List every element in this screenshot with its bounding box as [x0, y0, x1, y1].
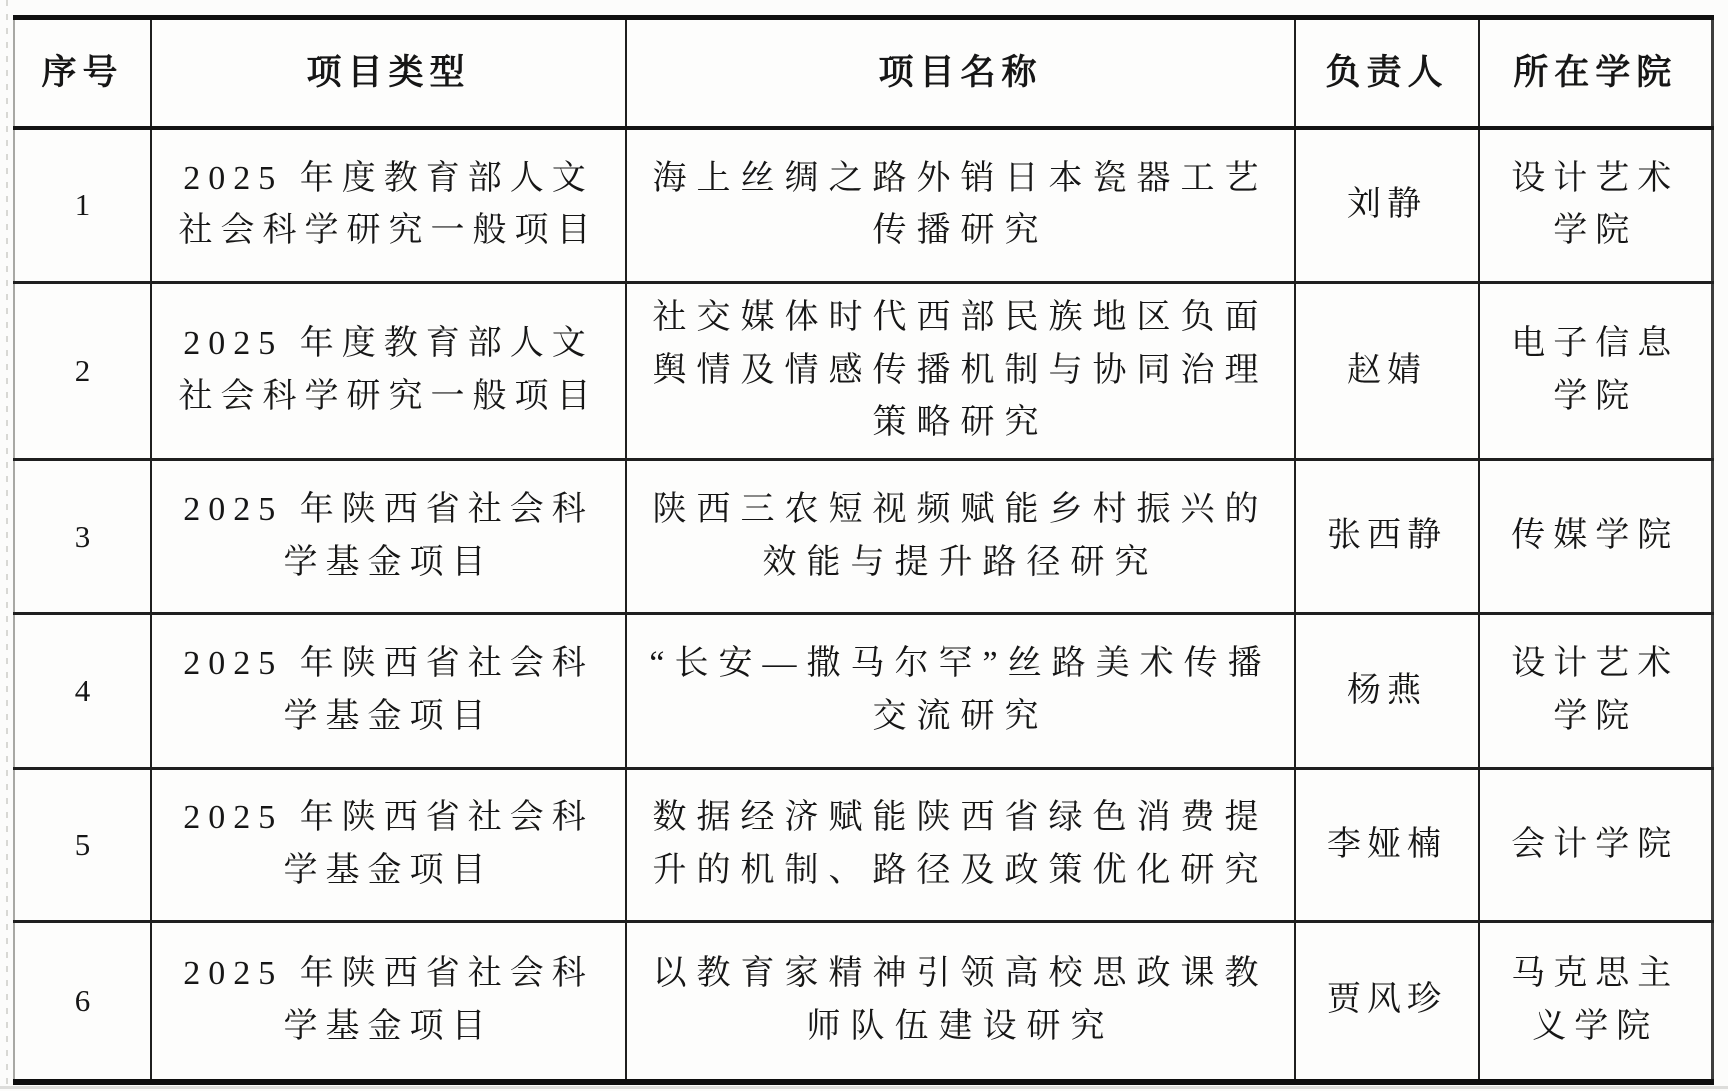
cell-index: 3 [14, 460, 151, 614]
cell-type: 2025 年陕西省社会科学基金项目 [151, 922, 626, 1082]
cell-type: 2025 年陕西省社会科学基金项目 [151, 460, 626, 614]
table-row [14, 614, 1712, 769]
cell-index: 4 [14, 614, 151, 769]
scan-bottom-edge [0, 1086, 1728, 1089]
cell-leader: 赵婧 [1295, 283, 1479, 460]
cell-index: 2 [14, 283, 151, 460]
cell-leader: 贾风珍 [1295, 922, 1479, 1082]
scan-left-edge [6, 0, 8, 1091]
cell-college: 会计学院 [1479, 769, 1712, 922]
table-row [14, 128, 1712, 283]
cell-index: 5 [14, 769, 151, 922]
cell-college: 马克思主义学院 [1479, 922, 1712, 1082]
cell-name: “长安—撒马尔罕”丝路美术传播交流研究 [626, 614, 1295, 769]
cell-leader: 刘静 [1295, 128, 1479, 283]
col-header-type: 项目类型 [151, 18, 626, 128]
cell-index: 1 [14, 128, 151, 283]
table-row [14, 769, 1712, 922]
project-table [13, 15, 1714, 1085]
cell-leader: 张西静 [1295, 460, 1479, 614]
cell-college: 传媒学院 [1479, 460, 1712, 614]
col-header-index: 序号 [14, 18, 151, 128]
table-row [14, 283, 1712, 460]
cell-type: 2025 年陕西省社会科学基金项目 [151, 769, 626, 922]
cell-name: 以教育家精神引领高校思政课教师队伍建设研究 [626, 922, 1295, 1082]
cell-type: 2025 年陕西省社会科学基金项目 [151, 614, 626, 769]
cell-name: 数据经济赋能陕西省绿色消费提升的机制、路径及政策优化研究 [626, 769, 1295, 922]
table-row [14, 922, 1712, 1082]
cell-name: 社交媒体时代西部民族地区负面舆情及情感传播机制与协同治理策略研究 [626, 283, 1295, 460]
cell-college: 设计艺术学院 [1479, 614, 1712, 769]
col-header-name: 项目名称 [626, 18, 1295, 128]
cell-leader: 李娅楠 [1295, 769, 1479, 922]
cell-college: 电子信息学院 [1479, 283, 1712, 460]
cell-name: 海上丝绸之路外销日本瓷器工艺传播研究 [626, 128, 1295, 283]
cell-college: 设计艺术学院 [1479, 128, 1712, 283]
cell-name: 陕西三农短视频赋能乡村振兴的效能与提升路径研究 [626, 460, 1295, 614]
table-header-row [14, 18, 1712, 128]
cell-type: 2025 年度教育部人文社会科学研究一般项目 [151, 128, 626, 283]
cell-index: 6 [14, 922, 151, 1082]
cell-type: 2025 年度教育部人文社会科学研究一般项目 [151, 283, 626, 460]
col-header-leader: 负责人 [1295, 18, 1479, 128]
table-row [14, 460, 1712, 614]
col-header-college: 所在学院 [1479, 18, 1712, 128]
cell-leader: 杨燕 [1295, 614, 1479, 769]
